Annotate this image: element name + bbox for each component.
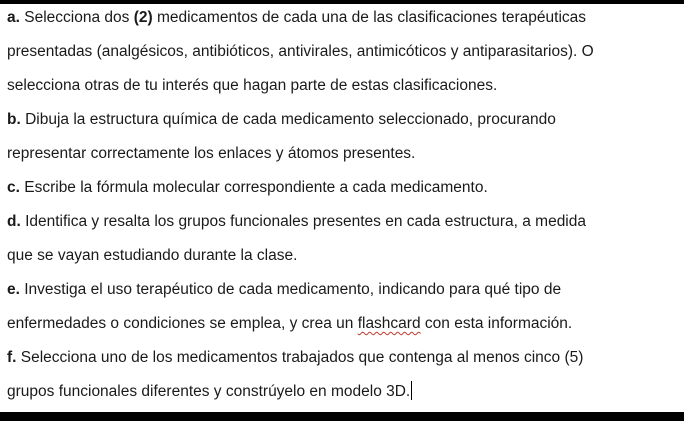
item-b-line-1 <box>7 108 684 142</box>
item-d-line-1 <box>7 210 684 244</box>
document-body[interactable] <box>7 6 684 414</box>
item-a-quantity: (2) <box>133 9 153 26</box>
item-b-line-2: representar correctamente los enlaces y átomos presentes. <box>7 145 416 162</box>
item-d-text: Identifica y resalta los grupos funcionales presentes en cada estructura, a medida <box>20 213 586 230</box>
top-border <box>0 0 684 4</box>
text-cursor <box>411 381 412 400</box>
item-f-line-1 <box>7 346 684 380</box>
item-e-text-end: con esta información. <box>420 315 573 332</box>
spellcheck-flagged-word[interactable]: flashcard <box>357 315 421 332</box>
item-e-text: Investiga el uso terapéutico de cada medicamento, indicando para qué tipo de <box>19 281 562 298</box>
item-c-line-1 <box>7 176 684 210</box>
bottom-border <box>0 412 684 421</box>
item-a-text-start: Selecciona dos <box>19 9 134 26</box>
item-b-marker: b. <box>7 111 21 128</box>
item-f-line-2 <box>7 380 684 414</box>
item-a-line-2: presentadas (analgésicos, antibióticos, antivirales, antimicóticos y antiparasitarios). O <box>7 43 594 60</box>
item-e-text-start: enfermedades o condiciones se emplea, y crea un <box>7 315 358 332</box>
item-f-text: Selecciona uno de los medicamentos trabajados que contenga al menos cinco (5) <box>16 349 584 366</box>
item-a-text-end: medicamentos de cada una de las clasificaciones terapéuticas <box>152 9 587 26</box>
item-a-marker: a. <box>7 9 20 26</box>
item-d-line-2: que se vayan estudiando durante la clase. <box>7 247 298 264</box>
item-f-marker: f. <box>7 349 17 366</box>
item-f-text-end: grupos funcionales diferentes y constrúyelo en modelo 3D. <box>7 383 411 400</box>
item-e-line-2 <box>7 312 684 346</box>
item-c-text: Escribe la fórmula molecular correspondiente a cada medicamento. <box>19 179 488 196</box>
item-b-text: Dibuja la estructura química de cada medicamento seleccionado, procurando <box>20 111 556 128</box>
item-c-marker: c. <box>7 179 20 196</box>
item-a-line-1 <box>7 6 684 40</box>
item-a-line-3: selecciona otras de tu interés que hagan parte de estas clasificaciones. <box>7 77 498 94</box>
item-e-marker: e. <box>7 281 20 298</box>
item-e-line-1 <box>7 278 684 312</box>
item-d-marker: d. <box>7 213 21 230</box>
